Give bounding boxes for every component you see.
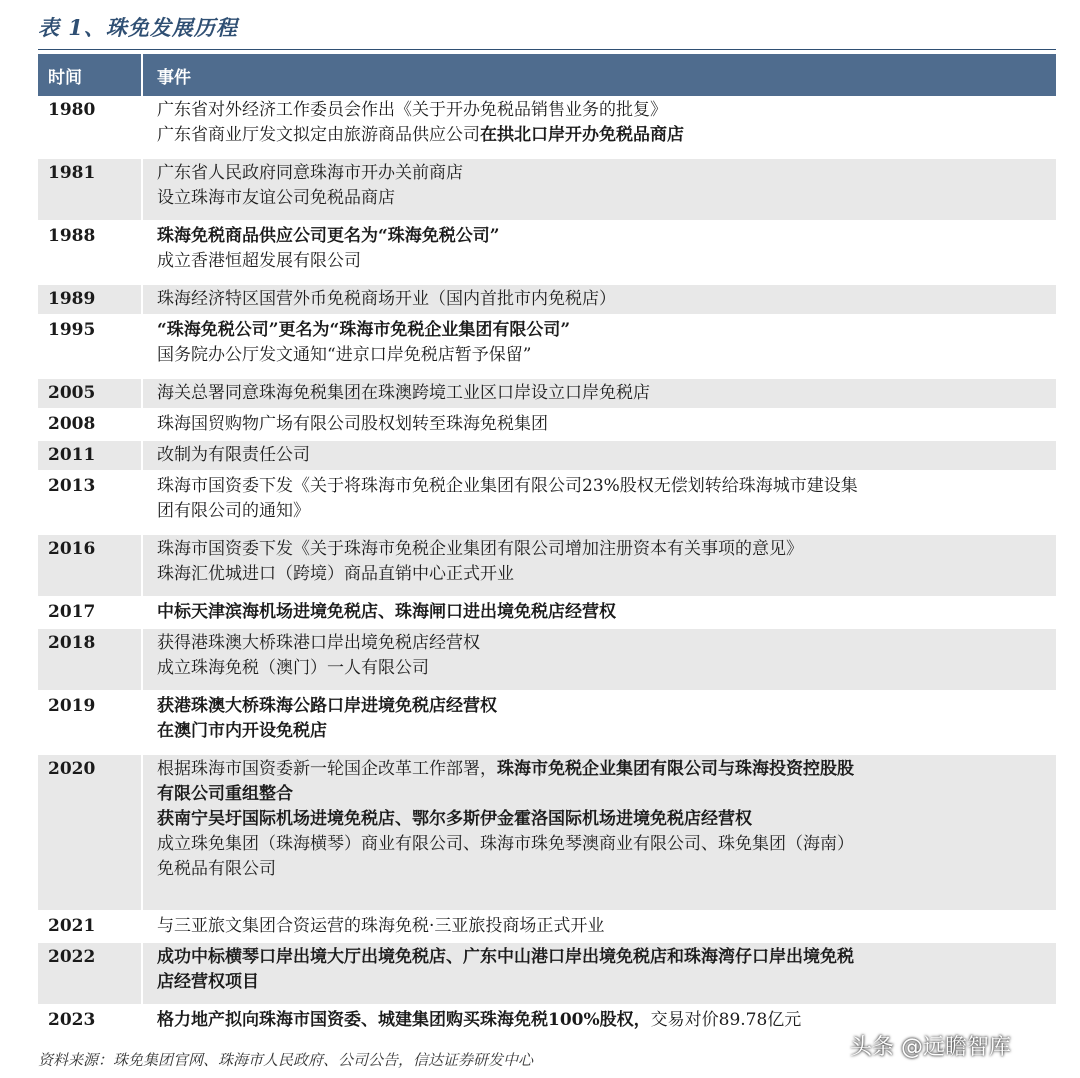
event-line xyxy=(157,970,1046,995)
table-row xyxy=(38,943,1056,1006)
event-line xyxy=(157,562,1046,587)
table-row xyxy=(38,285,1056,316)
event-line xyxy=(157,719,1046,744)
event-text: “珠海免税公司”更名为“珠海市免税企业集团有限公司” xyxy=(157,320,571,340)
table-row xyxy=(38,316,1056,379)
event-text: 成立珠免集团（珠海横琴）商业有限公司、珠海市珠免琴澳商业有限公司、珠免集团（海南） xyxy=(157,834,854,854)
event-text: 设立珠海市友谊公司免税品商店 xyxy=(157,188,395,208)
row-year: 2018 xyxy=(38,629,141,692)
row-events xyxy=(141,316,1056,379)
row-events xyxy=(141,410,1056,441)
table-row xyxy=(38,441,1056,472)
event-text: 珠海汇优城进口（跨境）商品直销中心正式开业 xyxy=(157,564,514,584)
table-body xyxy=(38,96,1056,1037)
event-text: 与三亚旅文集团合资运营的珠海免税·三亚旅投商场正式开业 xyxy=(157,916,605,936)
event-line xyxy=(157,945,1046,970)
row-year: 2005 xyxy=(38,379,141,410)
event-text: 珠海经济特区国营外币免税商场开业（国内首批市内免税店） xyxy=(157,289,616,309)
event-line xyxy=(157,443,1046,468)
event-line xyxy=(157,694,1046,719)
table-row xyxy=(38,379,1056,410)
event-text: 珠海市国资委下发《关于将珠海市免税企业集团有限公司23%股权无偿划转给珠海城市建设集 xyxy=(157,476,858,496)
row-year: 1989 xyxy=(38,285,141,316)
event-text: 珠海市国资委下发《关于珠海市免税企业集团有限公司增加注册资本有关事项的意见》 xyxy=(157,539,803,559)
event-line xyxy=(157,757,1046,782)
table-row xyxy=(38,755,1056,912)
event-line xyxy=(157,186,1046,211)
row-events xyxy=(141,379,1056,410)
row-year: 2022 xyxy=(38,943,141,1006)
event-text: 中标天津滨海机场进境免税店、珠海闸口进出境免税店经营权 xyxy=(157,602,616,622)
event-text: 成立珠海免税（澳门）一人有限公司 xyxy=(157,658,429,678)
event-line xyxy=(157,381,1046,406)
row-year: 1995 xyxy=(38,316,141,379)
row-events xyxy=(141,692,1056,755)
row-year: 2016 xyxy=(38,535,141,598)
event-line xyxy=(157,537,1046,562)
row-events xyxy=(141,285,1056,316)
table-row xyxy=(38,410,1056,441)
event-line xyxy=(157,224,1046,249)
event-line xyxy=(157,499,1046,524)
row-year: 2019 xyxy=(38,692,141,755)
event-text: 获南宁吴圩国际机场进境免税店、鄂尔多斯伊金霍洛国际机场进境免税店经营权 xyxy=(157,809,752,829)
event-text: 国务院办公厅发文通知“进京口岸免税店暂予保留” xyxy=(157,345,532,365)
watermark: 头条 @远瞻智库 xyxy=(850,1035,1011,1060)
event-line xyxy=(157,287,1046,312)
event-text: 广东省对外经济工作委员会作出《关于开办免税品销售业务的批复》 xyxy=(157,100,667,120)
event-text: 改制为有限责任公司 xyxy=(157,445,310,465)
event-text: 免税品有限公司 xyxy=(157,859,276,879)
event-line xyxy=(157,600,1046,625)
row-year: 2011 xyxy=(38,441,141,472)
table-row xyxy=(38,912,1056,943)
event-line xyxy=(157,412,1046,437)
event-text: 成功中标横琴口岸出境大厅出境免税店、广东中山港口岸出境免税店和珠海湾仔口岸出境免税 xyxy=(157,947,854,967)
table-row xyxy=(38,222,1056,285)
row-events xyxy=(141,441,1056,472)
header-event: 事件 xyxy=(141,54,1056,96)
event-line xyxy=(157,318,1046,343)
event-line xyxy=(157,832,1046,857)
row-events xyxy=(141,912,1056,943)
event-text: 成立香港恒超发展有限公司 xyxy=(157,251,361,271)
header-time: 时间 xyxy=(38,54,141,96)
event-text: 交易对价89.78亿元 xyxy=(650,1010,802,1030)
history-table xyxy=(38,54,1056,1037)
event-line xyxy=(157,123,1046,148)
event-text: 在拱北口岸开办免税品商店 xyxy=(480,125,684,145)
title-divider xyxy=(38,49,1056,50)
event-text: 根据珠海市国资委新一轮国企改革工作部署， xyxy=(157,759,497,779)
event-text: 团有限公司的通知》 xyxy=(157,501,310,521)
event-line xyxy=(157,656,1046,681)
row-events xyxy=(141,472,1056,535)
row-events xyxy=(141,943,1056,1006)
row-year: 2023 xyxy=(38,1006,141,1037)
event-text: 广东省人民政府同意珠海市开办关前商店 xyxy=(157,163,463,183)
event-text: 格力地产拟向珠海市国资委、城建集团购买珠海免税100%股权， xyxy=(157,1010,651,1030)
event-text: 获得港珠澳大桥珠港口岸出境免税店经营权 xyxy=(157,633,480,653)
row-events xyxy=(141,96,1056,159)
event-text: 珠海免税商品供应公司更名为“珠海免税公司” xyxy=(157,226,500,246)
event-text: 海关总署同意珠海免税集团在珠澳跨境工业区口岸设立口岸免税店 xyxy=(157,383,650,403)
table-row xyxy=(38,535,1056,598)
event-text: 珠海国贸购物广场有限公司股权划转至珠海免税集团 xyxy=(157,414,548,434)
event-line xyxy=(157,914,1046,939)
event-text: 有限公司重组整合 xyxy=(157,784,293,804)
event-line xyxy=(157,857,1046,882)
event-line xyxy=(157,343,1046,368)
event-text: 珠海市免税企业集团有限公司与珠海投资控股股 xyxy=(497,759,854,779)
event-line xyxy=(157,782,1046,807)
event-text: 店经营权项目 xyxy=(157,972,259,992)
table-row xyxy=(38,629,1056,692)
table-row xyxy=(38,96,1056,159)
row-year: 2013 xyxy=(38,472,141,535)
source-note: 资料来源：珠免集团官网、珠海市人民政府、公司公告，信达证券研发中心 xyxy=(38,1051,534,1069)
event-line xyxy=(157,161,1046,186)
event-line xyxy=(157,474,1046,499)
event-text: 获港珠澳大桥珠海公路口岸进境免税店经营权 xyxy=(157,696,497,716)
table-row xyxy=(38,692,1056,755)
table-title: 表 1、珠免发展历程 xyxy=(38,15,238,40)
row-events xyxy=(141,222,1056,285)
event-line xyxy=(157,249,1046,274)
row-year: 1988 xyxy=(38,222,141,285)
event-line xyxy=(157,807,1046,832)
row-year: 1980 xyxy=(38,96,141,159)
table-row xyxy=(38,472,1056,535)
row-events xyxy=(141,598,1056,629)
row-year: 2020 xyxy=(38,755,141,912)
table-row xyxy=(38,598,1056,629)
row-events xyxy=(141,159,1056,222)
event-line xyxy=(157,98,1046,123)
row-events xyxy=(141,629,1056,692)
row-year: 2017 xyxy=(38,598,141,629)
row-year: 1981 xyxy=(38,159,141,222)
table-row xyxy=(38,159,1056,222)
event-line xyxy=(157,631,1046,656)
event-text: 在澳门市内开设免税店 xyxy=(157,721,327,741)
row-year: 2021 xyxy=(38,912,141,943)
table-header-row xyxy=(38,54,1056,96)
row-events xyxy=(141,535,1056,598)
row-year: 2008 xyxy=(38,410,141,441)
event-text: 广东省商业厅发文拟定由旅游商品供应公司 xyxy=(157,125,480,145)
row-events xyxy=(141,755,1056,912)
